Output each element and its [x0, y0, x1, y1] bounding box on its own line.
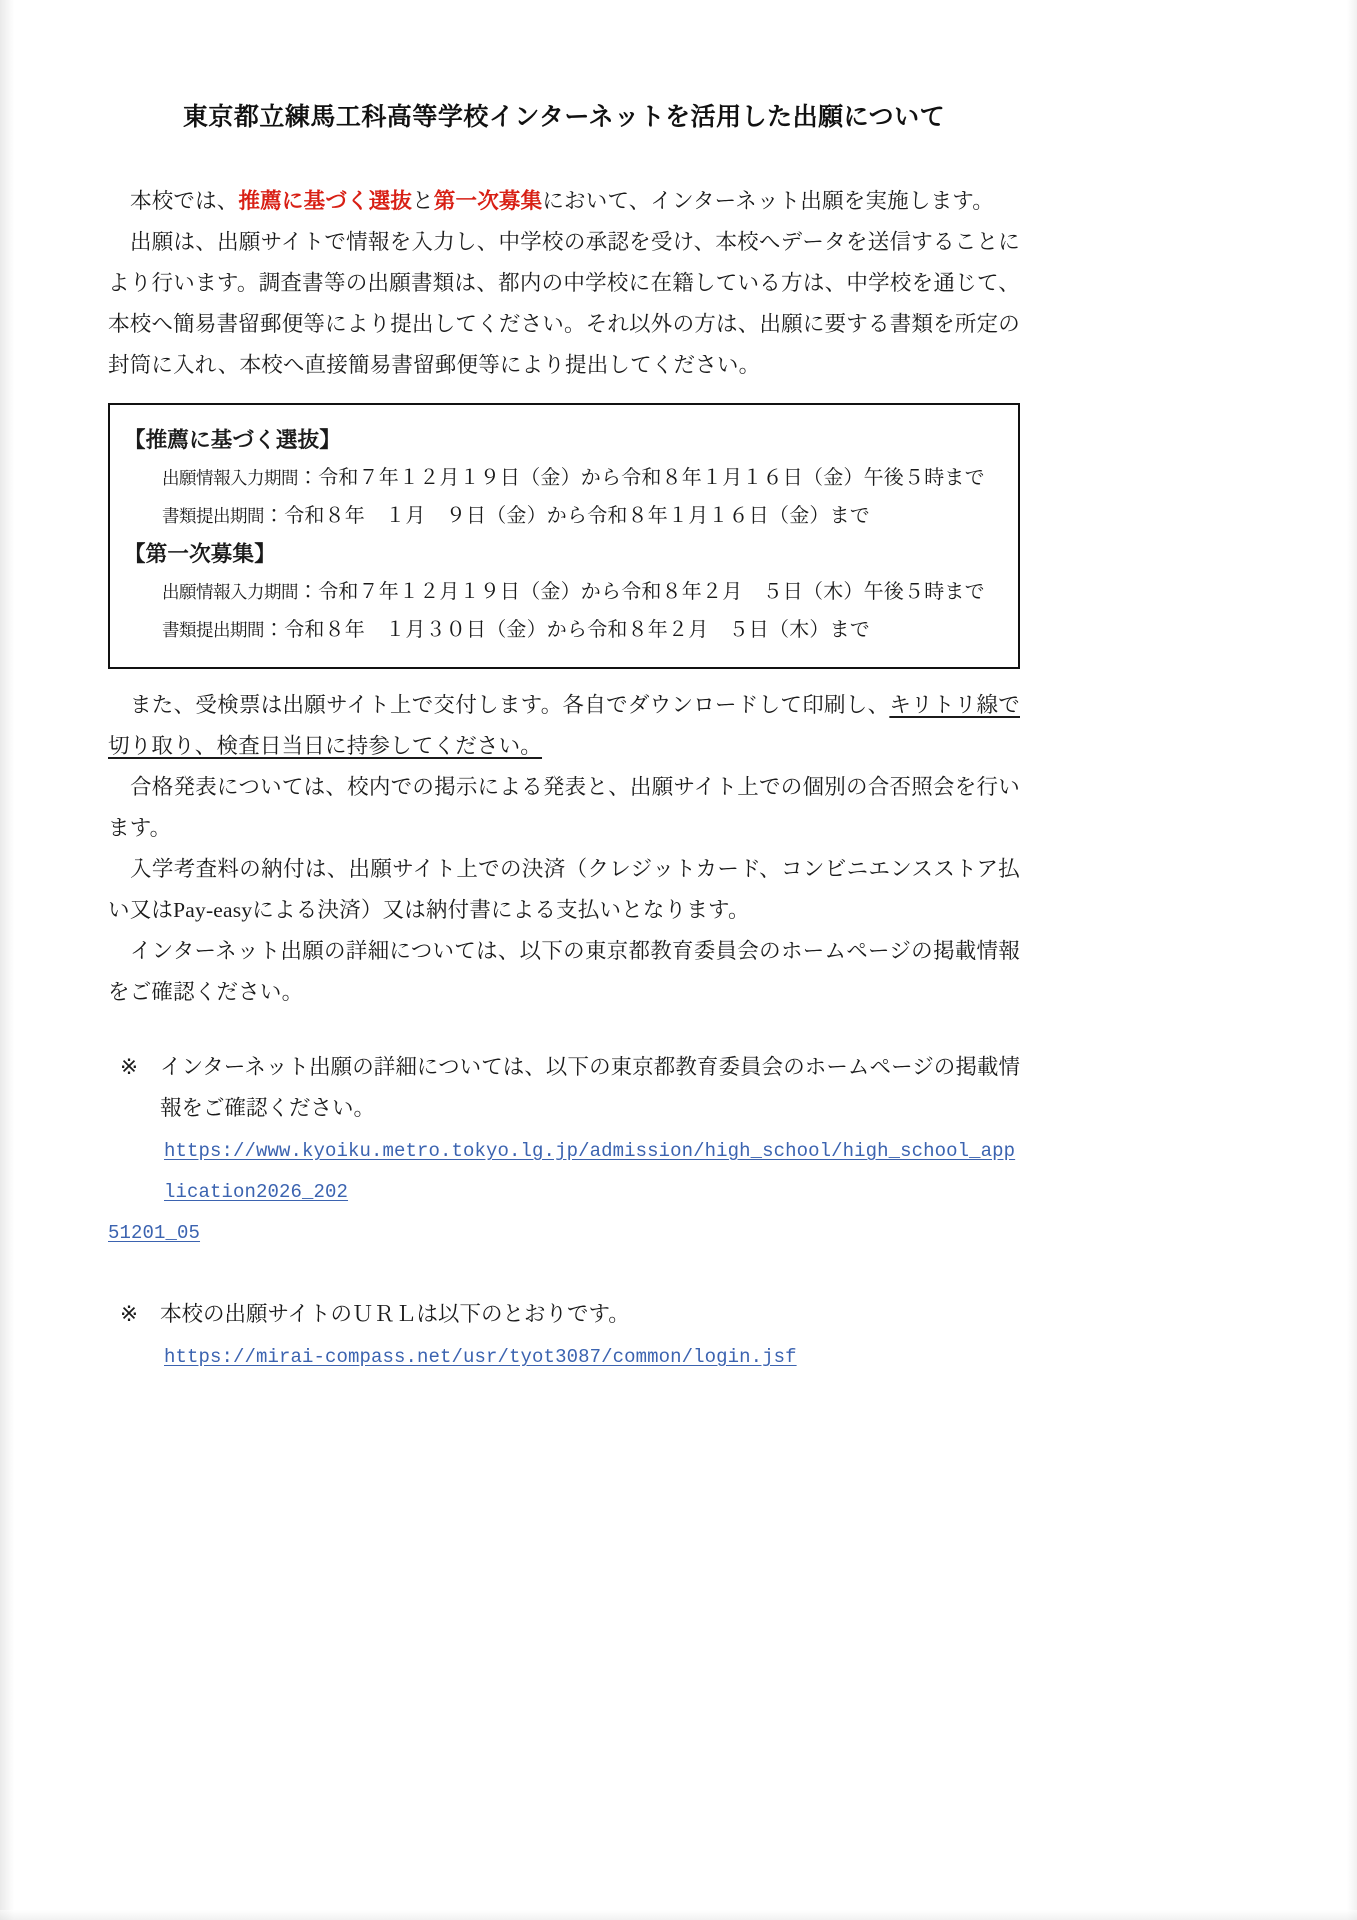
note-url-line-2 [104, 1211, 1020, 1252]
kyoiku-metro-tokyo-url-link-continued[interactable]: 51201_05 [108, 1222, 201, 1244]
scan-edge-left [0, 0, 14, 1920]
lead-prefix: 本校では、 [130, 189, 239, 213]
paragraph-exam-ticket [108, 685, 1020, 767]
schedule-label: 書類提出期間 [162, 620, 264, 640]
kyoiku-metro-tokyo-url-link[interactable]: https://www.kyoiku.metro.tokyo.lg.jp/admission/high_school/high_school_application2026_202 [164, 1140, 1016, 1203]
scan-edge-bottom [0, 1910, 1357, 1920]
schedule-group-heading-first-recruitment: 【第一次募集】 [124, 542, 276, 566]
paragraph-details: インターネット出願の詳細については、以下の東京都教育委員会のホームページの掲載情報をご確認ください。 [108, 939, 1020, 1004]
note-item-2 [108, 1294, 1020, 1376]
schedule-label: 出願情報入力期間 [162, 582, 298, 602]
lead-paragraph-2: 出願は、出願サイトで情報を入力し、中学校の承認を受け、本校へデータを送信することにより行います。調査書等の出願書類は、都内の中学校に在籍している方は、中学校を通じて、本校へ簡易書留郵便等により提出してください。それ以外の方は、出願に要する書類を所定の封筒に入れ、本校へ直接簡易書留郵便等により提出してください。 [108, 230, 1020, 377]
schedule-value: 令和７年１２月１９日（金）から令和８年２月 ５日（木）午後５時まで [318, 581, 985, 603]
emphasis-recommendation-selection: 推薦に基づく選抜 [238, 189, 413, 213]
mirai-compass-url-link[interactable]: https://mirai-compass.net/usr/tyot3087/common/login.jsf [164, 1346, 797, 1368]
schedule-group-heading-recommendation: 【推薦に基づく選抜】 [124, 428, 342, 452]
lead-paragraph-1 [108, 181, 1020, 222]
schedule-row-first-doc-period [124, 611, 1004, 649]
schedule-value: 令和８年 １月 ９日（金）から令和８年１月１６日（金）まで [284, 505, 871, 527]
emphasis-first-recruitment: 第一次募集 [433, 189, 543, 213]
schedule-label: 書類提出期間 [162, 506, 264, 526]
schedule-separator: ： [264, 619, 285, 641]
scan-edge-right [1347, 0, 1357, 1920]
note-body [108, 1047, 1020, 1252]
schedule-separator: ： [298, 581, 319, 603]
schedule-value: 令和７年１２月１９日（金）から令和８年１月１６日（金）午後５時まで [318, 467, 985, 489]
schedule-separator: ： [298, 467, 319, 489]
lead-block [108, 181, 1020, 386]
note-item-1 [108, 1047, 1020, 1252]
paragraph-results-announcement: 合格発表については、校内での掲示による発表と、出願サイト上での個別の合否照会を行います。 [108, 775, 1020, 840]
schedule-row-first-entry-period [124, 573, 1004, 611]
schedule-separator: ： [264, 505, 285, 527]
exam-ticket-underlined: キリトリ線で切り取り、検査日当日に持参してください。 [108, 693, 1020, 758]
page-title: 東京都立練馬工科高等学校インターネットを活用した出願について [182, 104, 946, 131]
exam-ticket-prefix: また、受検票は出願サイト上で交付します。各自でダウンロードして印刷し、 [130, 693, 890, 717]
note-mark-icon: ※ [120, 1302, 139, 1326]
body-paragraphs [108, 685, 1020, 1013]
schedule-box [108, 403, 1020, 669]
paragraph-exam-fee: 入学考査料の納付は、出願サイト上での決済（クレジットカード、コンビニエンスストア払い又はPay-easyによる決済）又は納付書による支払いとなります。 [108, 857, 1020, 922]
schedule-value: 令和８年 １月３０日（金）から令和８年２月 ５日（木）まで [284, 619, 871, 641]
note-mark-icon: ※ [120, 1055, 139, 1079]
lead-suffix: において、インターネット出願を実施します。 [542, 189, 994, 213]
note-url-line-1 [160, 1335, 1020, 1376]
note-body [160, 1294, 1020, 1376]
note-url-line-1 [160, 1129, 1020, 1211]
schedule-row-rec-entry-period [124, 459, 1004, 497]
document-content [108, 0, 1020, 1376]
schedule-row-rec-doc-period [124, 497, 1004, 535]
note-text: インターネット出願の詳細については、以下の東京都教育委員会のホームページの掲載情報をご確認ください。 [160, 1055, 1020, 1120]
schedule-label: 出願情報入力期間 [162, 468, 298, 488]
lead-mid: と [412, 189, 434, 213]
note-text: 本校の出願サイトのＵＲＬは以下のとおりです。 [160, 1302, 630, 1326]
